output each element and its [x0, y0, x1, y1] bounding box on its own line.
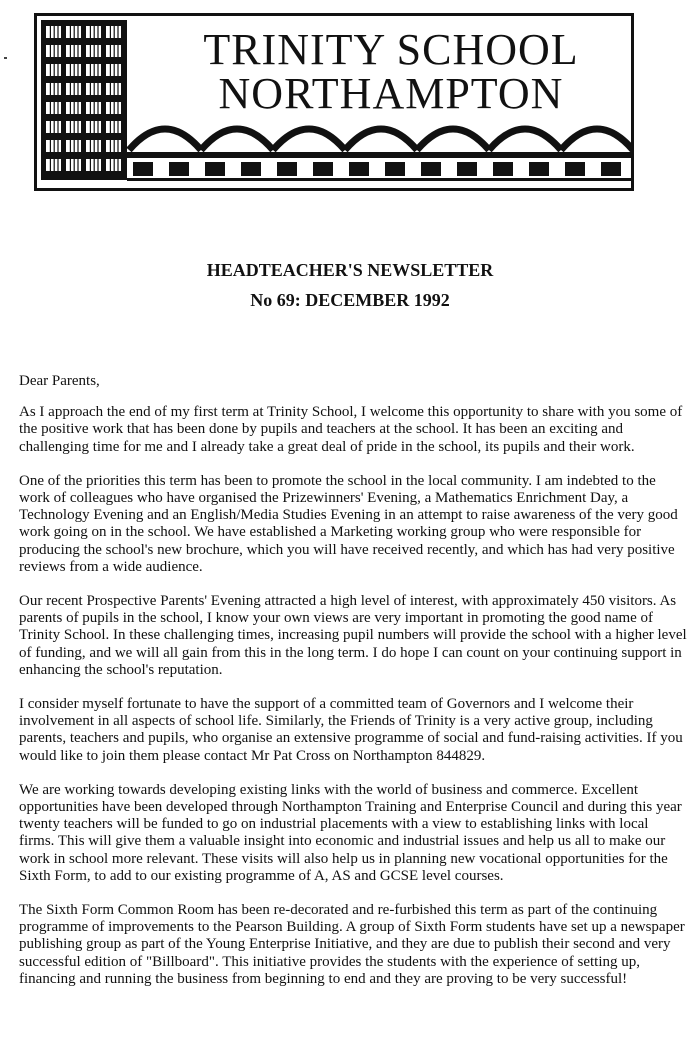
window-mullion — [70, 64, 71, 76]
window-mullion — [94, 102, 95, 114]
window-mullion — [77, 140, 78, 152]
window-mullion — [77, 121, 78, 133]
window-mullion — [114, 45, 115, 57]
window-mullion — [57, 64, 58, 76]
window-mullion — [50, 121, 51, 133]
tower-window — [86, 83, 101, 95]
tower-window — [86, 121, 101, 133]
window-mullion — [54, 102, 55, 114]
window-mullion — [70, 102, 71, 114]
window-mullion — [94, 159, 95, 171]
window-mullion — [54, 121, 55, 133]
window-mullion — [50, 26, 51, 38]
tower-window — [46, 140, 61, 152]
window-mullion — [90, 83, 91, 95]
window-mullion — [94, 121, 95, 133]
window-mullion — [117, 83, 118, 95]
window-mullion — [54, 83, 55, 95]
tower-block — [41, 20, 127, 180]
window-mullion — [94, 64, 95, 76]
tower-window — [106, 45, 121, 57]
window-mullion — [97, 140, 98, 152]
window-mullion — [90, 159, 91, 171]
window-mullion — [114, 159, 115, 171]
window-mullion — [74, 159, 75, 171]
window-mullion — [57, 83, 58, 95]
window-mullion — [57, 102, 58, 114]
window-mullion — [50, 102, 51, 114]
facade-block — [493, 162, 513, 176]
window-mullion — [97, 45, 98, 57]
window-mullion — [114, 26, 115, 38]
window-mullion — [57, 121, 58, 133]
tower-window — [46, 159, 61, 171]
newsletter-issue: No 69: DECEMBER 1992 — [250, 290, 450, 310]
window-mullion — [94, 83, 95, 95]
tower-window — [66, 26, 81, 38]
salutation: Dear Parents, — [19, 373, 100, 389]
facade-block — [421, 162, 441, 176]
tower-window — [66, 140, 81, 152]
roof-band — [127, 152, 631, 158]
facade-block — [241, 162, 261, 176]
window-mullion — [97, 64, 98, 76]
letter-body — [19, 373, 687, 1005]
window-mullion — [110, 83, 111, 95]
window-mullion — [74, 26, 75, 38]
tower-window — [46, 102, 61, 114]
window-mullion — [90, 140, 91, 152]
window-mullion — [114, 64, 115, 76]
paragraph-3: Our recent Prospective Parents' Evening attracted a high level of interest, with approximately 450 visitors. As parents of pupils in the school, I know your own views are very important in promoting the good name of Trinity School. In these challenging times, increasing pupil numbers will provide the school with a higher level of funding, and we will all gain from this in the long term. I do hope I can count on your continuing support in enhancing the school's reputation. — [19, 593, 687, 678]
arched-roof — [129, 129, 631, 150]
facade-block — [601, 162, 621, 176]
tower-window — [46, 83, 61, 95]
masthead — [34, 13, 634, 191]
window-mullion — [74, 83, 75, 95]
tower-window — [106, 159, 121, 171]
window-mullion — [77, 159, 78, 171]
window-mullion — [114, 83, 115, 95]
ground-line — [127, 178, 631, 181]
window-mullion — [90, 102, 91, 114]
window-mullion — [77, 64, 78, 76]
tower-window — [66, 83, 81, 95]
window-mullion — [50, 64, 51, 76]
facade-block — [133, 162, 153, 176]
tower-window — [86, 26, 101, 38]
window-mullion — [74, 45, 75, 57]
window-mullion — [97, 102, 98, 114]
tower-window — [66, 45, 81, 57]
facade-block — [457, 162, 477, 176]
paragraph-5: We are working towards developing existing links with the world of business and commerce. Excellent opportunities have been developed through Northampton Training and Enterprise Council and during this year twenty teachers will be funded to go on industrial placements with a view to establishing links with local firms. This will give them a valuable insight into economic and industrial issues and help us all to make our work in school more relevant. These visits will also help us in planning new vocational opportunities for the Sixth Form, to add to our existing programme of A, AS and GCSE level courses. — [19, 781, 682, 884]
window-mullion — [94, 26, 95, 38]
facade-block — [565, 162, 585, 176]
window-mullion — [97, 121, 98, 133]
window-mullion — [50, 45, 51, 57]
tower-window — [86, 140, 101, 152]
window-mullion — [90, 26, 91, 38]
tower-window — [66, 102, 81, 114]
school-name — [157, 25, 625, 118]
window-mullion — [117, 140, 118, 152]
window-mullion — [70, 45, 71, 57]
facade-block — [529, 162, 549, 176]
facade-block — [169, 162, 189, 176]
tower-window — [106, 140, 121, 152]
window-mullion — [70, 159, 71, 171]
tower-window — [66, 159, 81, 171]
window-mullion — [117, 64, 118, 76]
window-mullion — [110, 64, 111, 76]
window-mullion — [57, 45, 58, 57]
paragraph-6: The Sixth Form Common Room has been re-decorated and re-furbished this term as part of the continuing programme of improvements to the Pearson Building. A group of Sixth Form students have set up a newspaper publishing group as part of the Young Enterprise Initiative, and they are due to publish their second and very successful edition of "Billboard". This initiative provides the students with the experience of setting up, financing and running the business from beginning to end and they are proving to be very successful! — [19, 902, 685, 987]
window-mullion — [50, 140, 51, 152]
window-mullion — [97, 26, 98, 38]
window-mullion — [77, 45, 78, 57]
window-mullion — [74, 102, 75, 114]
window-mullion — [74, 64, 75, 76]
window-mullion — [110, 121, 111, 133]
tower-window — [106, 121, 121, 133]
window-mullion — [74, 140, 75, 152]
tower-window — [46, 26, 61, 38]
window-mullion — [54, 45, 55, 57]
window-mullion — [57, 140, 58, 152]
tower-window — [106, 26, 121, 38]
window-mullion — [50, 83, 51, 95]
window-mullion — [110, 102, 111, 114]
window-mullion — [114, 102, 115, 114]
school-name-line2: NORTHAMPTON — [218, 69, 564, 118]
paragraph-4: I consider myself fortunate to have the support of a committed team of Governors and I welcome their involvement in all aspects of school life. Similarly, the Friends of Trinity is a very active group, including parents, teachers and pupils, who organise an extensive programme of social and fund-raising activities. If you would like to join them please contact Mr Pat Cross on Northampton 844829. — [19, 696, 683, 764]
scan-speck — [4, 57, 7, 59]
tower-window — [86, 64, 101, 76]
window-mullion — [97, 83, 98, 95]
window-mullion — [114, 121, 115, 133]
window-mullion — [70, 83, 71, 95]
facade-block — [277, 162, 297, 176]
window-mullion — [77, 26, 78, 38]
tower-window — [46, 121, 61, 133]
window-mullion — [70, 140, 71, 152]
tower-window — [106, 102, 121, 114]
window-mullion — [57, 159, 58, 171]
window-mullion — [50, 159, 51, 171]
paragraph-2: One of the priorities this term has been to promote the school in the local community. I am indebted to the work of colleagues who have organised the Prizewinners' Evening, a Mathematics Enrichment Day, a Technology Evening and an English/Media Studies Evening in an attempt to raise awareness of the very good work going on in the school. We have established a Marketing working group who were responsible for producing the school's new brochure, which you will have received recently, and which has had very positive reviews from a wide audience. — [19, 472, 678, 575]
school-name-line1: TRINITY SCHOOL — [203, 25, 579, 74]
window-mullion — [94, 140, 95, 152]
window-mullion — [117, 102, 118, 114]
facade-block — [205, 162, 225, 176]
tower-window — [86, 159, 101, 171]
window-mullion — [77, 83, 78, 95]
tower-window — [106, 64, 121, 76]
window-mullion — [110, 159, 111, 171]
window-mullion — [77, 102, 78, 114]
window-mullion — [90, 45, 91, 57]
window-mullion — [54, 64, 55, 76]
window-mullion — [97, 159, 98, 171]
window-mullion — [110, 26, 111, 38]
tower-window — [46, 45, 61, 57]
window-mullion — [70, 26, 71, 38]
window-mullion — [57, 26, 58, 38]
window-mullion — [90, 64, 91, 76]
window-mullion — [54, 26, 55, 38]
window-mullion — [54, 159, 55, 171]
window-mullion — [117, 45, 118, 57]
newsletter-title: HEADTEACHER'S NEWSLETTER — [206, 260, 494, 280]
tower-window — [46, 64, 61, 76]
facade-block — [313, 162, 333, 176]
window-mullion — [110, 45, 111, 57]
tower-window — [66, 121, 81, 133]
window-mullion — [54, 140, 55, 152]
window-mullion — [70, 121, 71, 133]
tower-window — [106, 83, 121, 95]
window-mullion — [117, 159, 118, 171]
window-mullion — [117, 26, 118, 38]
window-mullion — [74, 121, 75, 133]
facade-block — [349, 162, 369, 176]
tower-window — [66, 64, 81, 76]
window-mullion — [114, 140, 115, 152]
facade-block — [385, 162, 405, 176]
window-mullion — [94, 45, 95, 57]
paragraph-1: As I approach the end of my first term at Trinity School, I welcome this opportunity to share with you some of the positive work that has been done by pupils and teachers at the school. It has been an exciting and challenging time for me and I already take a great deal of pride in the school, its pupils and their work. — [19, 404, 683, 455]
window-mullion — [110, 140, 111, 152]
tower-window — [86, 45, 101, 57]
tower-window — [86, 102, 101, 114]
window-mullion — [90, 121, 91, 133]
window-mullion — [117, 121, 118, 133]
